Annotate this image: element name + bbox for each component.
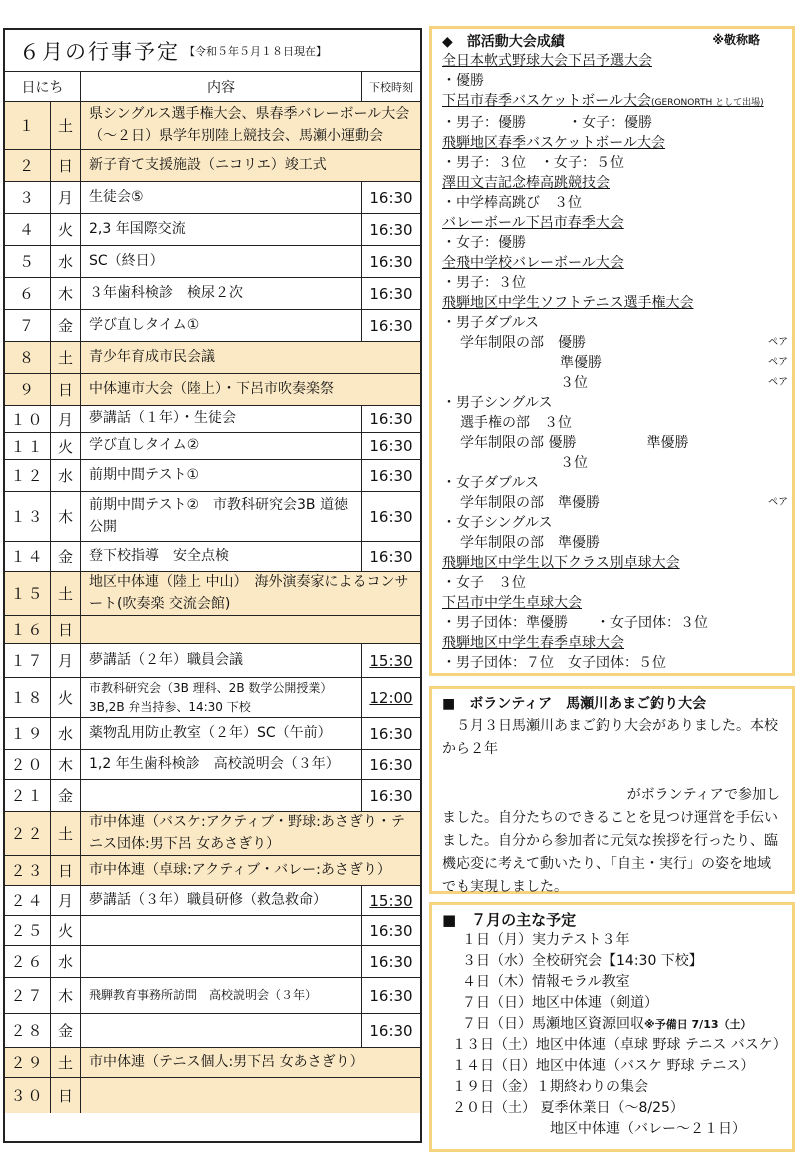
table-row <box>5 310 420 342</box>
july-plan-item <box>442 1098 782 1119</box>
club-result-line <box>442 653 784 673</box>
club-result-line <box>442 453 784 473</box>
row-time-text: 16:30 <box>369 786 413 805</box>
row-weekday: 土 <box>51 342 81 373</box>
row-dismissal-time <box>362 460 420 491</box>
club-result-text: バレーボール下呂市春季大会 <box>442 215 624 231</box>
row-weekday: 土 <box>51 572 81 615</box>
row-time-text: 16:30 <box>369 316 413 335</box>
schedule-header-row <box>5 72 420 102</box>
july-plan-text: １３日（土）地区中体連（卓球 野球 テニス バスケ） <box>452 1037 787 1053</box>
club-result-text: ・男子：３位 <box>442 275 526 291</box>
row-time-text: 16:30 <box>369 252 413 271</box>
row-event: SC（終日） <box>81 246 362 277</box>
row-day: １ <box>5 102 51 149</box>
table-row <box>5 542 420 572</box>
club-result-note: (GERONORTH として出場) <box>651 98 764 108</box>
club-result-line <box>442 51 784 71</box>
row-day: ３０ <box>5 1078 51 1113</box>
july-plan-text: ３日（水）全校研究会【14:30 下校】 <box>462 953 703 969</box>
row-weekday: 金 <box>51 542 81 571</box>
row-event: 学び直しタイム① <box>81 310 362 341</box>
club-result-line <box>442 133 784 153</box>
row-day: １３ <box>5 492 51 541</box>
club-result-text: ・女子ダブルス <box>442 475 540 491</box>
volunteer-text-3: ました。自分たちのできることを見つけ運営を手伝いました。自分から参加者に元気な挨拶を行ったり、臨機応変に考えて動いたり、「自主・実行」の姿を地域でも実現しました。 <box>442 810 778 895</box>
row-day: ２ <box>5 150 51 181</box>
row-weekday: 金 <box>51 1014 81 1047</box>
row-day: １１ <box>5 433 51 459</box>
club-results-header <box>442 31 784 51</box>
club-result-text: 飛騨地区春季バスケットボール大会 <box>442 135 666 151</box>
club-result-text: ・優勝 <box>442 73 484 89</box>
row-day: ２９ <box>5 1048 51 1077</box>
row-day: ２８ <box>5 1014 51 1047</box>
row-weekday: 金 <box>51 310 81 341</box>
club-result-text: ・女子：優勝 <box>442 235 526 251</box>
schedule-rows <box>5 102 420 1113</box>
row-dismissal-time <box>362 886 420 915</box>
july-plan-panel <box>429 902 795 1152</box>
row-time-text: 16:30 <box>369 921 413 940</box>
table-row <box>5 150 420 182</box>
row-event <box>81 916 362 945</box>
july-plan-item <box>442 972 782 993</box>
club-result-line <box>442 353 788 373</box>
row-event: 登下校指導 安全点検 <box>81 542 362 571</box>
club-result-text: 下呂市春季バスケットボール大会 <box>442 93 652 109</box>
club-result-text: 全日本軟式野球大会下呂予選大会 <box>442 53 652 69</box>
row-day: ９ <box>5 374 51 405</box>
club-result-text: 下呂市中学生卓球大会 <box>442 595 582 611</box>
row-weekday: 土 <box>51 102 81 149</box>
row-day: １６ <box>5 616 51 643</box>
row-event: 学び直しタイム② <box>81 433 362 459</box>
club-result-line <box>442 193 784 213</box>
row-weekday: 水 <box>51 946 81 977</box>
club-result-line <box>442 433 784 453</box>
row-event: 青少年育成市民会議 <box>89 348 215 365</box>
table-row <box>5 1048 420 1078</box>
row-day: ２７ <box>5 978 51 1013</box>
row-event <box>81 780 362 811</box>
table-row <box>5 886 420 916</box>
row-event: 市教科研究会（3B 理科、2B 数学公開授業）3B,2B 弁当持参、14:30 下校 <box>81 678 362 717</box>
row-day: ７ <box>5 310 51 341</box>
club-result-line <box>442 91 784 113</box>
july-plan-text: １日（月）実力テスト３年 <box>462 932 630 948</box>
row-day: １０ <box>5 406 51 432</box>
row-event: 県シングルス選手権大会、県春季バレーボール大会（～２日）県学年別陸上競技会、馬瀬小運動会 <box>89 105 410 144</box>
row-event: 1,2 年生歯科検診 高校説明会（３年） <box>81 750 362 779</box>
table-row <box>5 678 420 718</box>
row-time-text: 16:30 <box>369 410 413 428</box>
row-weekday: 日 <box>51 150 81 181</box>
pair-label: ペア <box>768 337 788 348</box>
row-weekday: 日 <box>51 374 81 405</box>
table-row <box>5 460 420 492</box>
row-dismissal-time <box>362 916 420 945</box>
july-plan-text: ４日（木）情報モラル教室 <box>462 974 630 990</box>
pair-label: ペア <box>768 357 788 368</box>
table-row <box>5 780 420 812</box>
table-row <box>5 1014 420 1048</box>
club-result-line <box>442 213 784 233</box>
row-time-text: 16:30 <box>369 952 413 971</box>
row-day: ２６ <box>5 946 51 977</box>
row-dismissal-time <box>362 946 420 977</box>
row-weekday: 火 <box>51 433 81 459</box>
header-content: 内容 <box>81 72 362 101</box>
table-row <box>5 718 420 750</box>
row-day: ２０ <box>5 750 51 779</box>
row-day: ２３ <box>5 856 51 885</box>
row-event: 市中体連（テニス個人:男下呂 女あさぎり） <box>89 1053 364 1070</box>
row-time-text: 12:00 <box>369 688 413 707</box>
club-result-line <box>442 153 784 173</box>
row-weekday: 金 <box>51 780 81 811</box>
row-day: ６ <box>5 278 51 309</box>
row-weekday: 月 <box>51 886 81 915</box>
volunteer-panel <box>429 686 795 894</box>
row-event: 2,3 年国際交流 <box>81 214 362 245</box>
club-result-text: ３位 <box>560 375 588 391</box>
schedule-title-row <box>5 30 420 72</box>
row-weekday: 月 <box>51 406 81 432</box>
row-time-text: 16:30 <box>369 1021 413 1040</box>
row-day: １２ <box>5 460 51 491</box>
row-day: ２１ <box>5 780 51 811</box>
row-event <box>81 1014 362 1047</box>
row-dismissal-time <box>362 750 420 779</box>
club-result-text: 学年制限の部 優勝 <box>460 335 586 351</box>
table-row <box>5 978 420 1014</box>
july-title: ■ ７月の主な予定 <box>442 911 577 929</box>
row-day: １８ <box>5 678 51 717</box>
row-weekday: 土 <box>51 812 81 855</box>
july-plan-text: １４日（日）地区中体連（バスケ 野球 テニス） <box>452 1058 755 1074</box>
club-result-line <box>442 633 784 653</box>
july-plan-item <box>442 951 782 972</box>
row-dismissal-time <box>362 718 420 749</box>
row-day: １７ <box>5 644 51 677</box>
club-result-line <box>442 233 784 253</box>
row-weekday: 日 <box>51 616 81 643</box>
row-event: 生徒会⑤ <box>81 182 362 213</box>
club-results-title: ◆ 部活動大会成績 <box>442 34 565 50</box>
row-event: 中体連市大会（陸上）・下呂市吹奏楽祭 <box>89 380 334 397</box>
club-result-text: ３位 <box>560 455 588 471</box>
row-time-text: 16:30 <box>369 220 413 239</box>
club-result-text: 澤田文吉記念棒高跳競技会 <box>442 175 610 191</box>
row-weekday: 火 <box>51 916 81 945</box>
club-result-line <box>442 293 784 313</box>
club-result-text: ・女子 ３位 <box>442 575 526 591</box>
club-result-text: ・女子シングルス <box>442 515 553 531</box>
row-event <box>81 1078 420 1113</box>
july-plan-text: ７日（日）地区中体連（剣道） <box>462 995 658 1011</box>
july-plan-item <box>442 1077 782 1098</box>
row-weekday: 木 <box>51 492 81 541</box>
row-dismissal-time <box>362 310 420 341</box>
table-row <box>5 916 420 946</box>
row-time-text: 16:30 <box>369 284 413 303</box>
row-weekday: 水 <box>51 246 81 277</box>
club-result-line <box>442 573 784 593</box>
club-result-line <box>442 333 788 353</box>
july-plan-list <box>442 930 787 1140</box>
table-row <box>5 616 420 644</box>
club-result-text: 全飛中学校バレーボール大会 <box>442 255 624 271</box>
row-dismissal-time <box>362 246 420 277</box>
row-weekday: 月 <box>51 644 81 677</box>
row-dismissal-time <box>362 978 420 1013</box>
june-schedule-table <box>3 28 422 1143</box>
row-dismissal-time <box>362 780 420 811</box>
club-result-line <box>442 273 784 293</box>
row-weekday: 木 <box>51 750 81 779</box>
club-result-line <box>442 533 784 553</box>
row-time-text: 16:30 <box>369 466 413 485</box>
row-weekday: 火 <box>51 678 81 717</box>
club-result-line <box>442 473 784 493</box>
row-event: 夢講話（１年）・生徒会 <box>81 406 362 432</box>
table-row <box>5 750 420 780</box>
club-result-line <box>442 253 784 273</box>
row-weekday: 日 <box>51 856 81 885</box>
header-day: 日にち <box>5 72 81 101</box>
row-day: ４ <box>5 214 51 245</box>
club-result-text: ・男子団体：７位 女子団体：５位 <box>442 655 666 671</box>
club-result-line <box>442 373 788 393</box>
row-day: ２２ <box>5 812 51 855</box>
row-day: ５ <box>5 246 51 277</box>
club-result-text: 飛騨地区中学生春季卓球大会 <box>442 635 624 651</box>
club-result-line <box>442 513 784 533</box>
row-time-text: 15:30 <box>369 891 413 910</box>
club-result-line <box>442 553 784 573</box>
row-time-text: 16:30 <box>369 986 413 1005</box>
table-row <box>5 812 420 856</box>
row-dismissal-time <box>362 644 420 677</box>
club-result-text: 学年制限の部 優勝 準優勝 <box>460 435 689 451</box>
table-row <box>5 374 420 406</box>
club-result-line <box>442 113 784 133</box>
club-result-text: ・男子：優勝 ・女子：優勝 <box>442 115 652 131</box>
row-day: ３ <box>5 182 51 213</box>
table-row <box>5 406 420 433</box>
row-dismissal-time <box>362 678 420 717</box>
row-time-text: 16:30 <box>369 755 413 774</box>
row-time-text: 16:30 <box>369 188 413 207</box>
table-row <box>5 342 420 374</box>
club-result-line <box>442 613 784 633</box>
row-weekday: 土 <box>51 1048 81 1077</box>
row-day: １５ <box>5 572 51 615</box>
volunteer-text-2: がボランティアで参加し <box>626 787 780 803</box>
row-event: 夢講話（３年）職員研修（救急救命） <box>81 886 362 915</box>
club-result-text: ・男子：３位 ・女子：５位 <box>442 155 624 171</box>
row-time-text: 15:30 <box>369 651 413 670</box>
table-row <box>5 644 420 678</box>
table-row <box>5 182 420 214</box>
july-plan-item <box>442 993 782 1014</box>
row-event: 前期中間テスト① <box>81 460 362 491</box>
row-weekday: 火 <box>51 214 81 245</box>
row-dismissal-time <box>362 182 420 213</box>
header-time: 下校時刻 <box>369 80 413 94</box>
row-time-text: 16:30 <box>369 547 413 566</box>
row-weekday: 木 <box>51 978 81 1013</box>
club-result-line <box>442 173 784 193</box>
july-plan-item <box>442 930 782 951</box>
club-result-text: ・男子シングルス <box>442 395 553 411</box>
row-day: １４ <box>5 542 51 571</box>
row-dismissal-time <box>362 433 420 459</box>
club-result-line <box>442 393 784 413</box>
club-result-line <box>442 313 784 333</box>
row-day: １９ <box>5 718 51 749</box>
row-event <box>81 946 362 977</box>
row-event: ３年歯科検診 検尿２次 <box>81 278 362 309</box>
july-plan-item <box>442 1014 782 1035</box>
club-result-text: 飛騨地区中学生ソフトテニス選手権大会 <box>442 295 694 311</box>
july-plan-text: ２０日（土） 夏季休業日（～8/25） <box>452 1100 684 1116</box>
row-day: ８ <box>5 342 51 373</box>
club-result-text: 学年制限の部 準優勝 <box>460 495 600 511</box>
july-plan-text: １９日（金）１期終わりの集会 <box>452 1079 648 1095</box>
row-event: 夢講話（２年）職員会議 <box>81 644 362 677</box>
row-time-text: 16:30 <box>369 507 413 526</box>
row-weekday: 木 <box>51 278 81 309</box>
row-weekday: 日 <box>51 1078 81 1113</box>
row-weekday: 水 <box>51 718 81 749</box>
row-event: 市中体連（バスケ:アクティブ・野球:あさぎり・テニス団体:男下呂 女あさぎり） <box>89 813 405 852</box>
club-result-text: 選手権の部 ３位 <box>460 415 572 431</box>
row-event: 新子育て支援施設（ニコリエ）竣工式 <box>89 156 327 173</box>
row-dismissal-time <box>362 278 420 309</box>
club-result-text: 飛騨地区中学生以下クラス別卓球大会 <box>442 555 680 571</box>
row-day: ２５ <box>5 916 51 945</box>
july-plan-note: ※予備日 7/13（土） <box>644 1018 752 1031</box>
volunteer-title: ■ ボランティア 馬瀬川あまご釣り大会 <box>442 696 707 712</box>
row-time-text: 16:30 <box>369 724 413 743</box>
row-dismissal-time <box>362 542 420 571</box>
club-result-line <box>442 593 784 613</box>
table-row <box>5 492 420 542</box>
row-weekday: 月 <box>51 182 81 213</box>
table-row <box>5 214 420 246</box>
row-event: 地区中体連（陸上 中山） 海外演奏家によるコンサート(吹奏楽 交流会館) <box>89 573 409 612</box>
july-plan-item <box>442 1119 782 1140</box>
row-day: ２４ <box>5 886 51 915</box>
volunteer-text-1: ５月３日馬瀬川あまご釣り大会がありました。本校から２年 <box>442 718 778 757</box>
table-row <box>5 856 420 886</box>
table-row <box>5 278 420 310</box>
schedule-as-of-date: 【令和５年５月１８日現在】 <box>184 44 327 58</box>
row-dismissal-time <box>362 214 420 245</box>
row-dismissal-time <box>362 1014 420 1047</box>
club-results-list <box>442 51 788 673</box>
row-event: 飛騨教育事務所訪問 高校説明会（３年） <box>81 978 362 1013</box>
july-plan-text: ７日（日）馬瀬地区資源回収 <box>462 1016 644 1032</box>
table-row <box>5 246 420 278</box>
club-result-text: ・男子ダブルス <box>442 315 540 331</box>
row-event: 市中体連（卓球:アクティブ・バレー:あさぎり） <box>89 861 391 878</box>
club-result-text: 学年制限の部 準優勝 <box>460 535 600 551</box>
volunteer-gap <box>442 761 782 784</box>
july-plan-item <box>442 1035 787 1056</box>
club-result-text: 準優勝 <box>560 355 602 371</box>
july-plan-text: 地区中体連（バレー～２１日） <box>550 1121 746 1137</box>
row-time-text: 16:30 <box>369 437 413 455</box>
table-row <box>5 572 420 616</box>
row-event: 薬物乱用防止教室（２年）SC（午前） <box>81 718 362 749</box>
pair-label: ペア <box>768 497 788 508</box>
club-result-line <box>442 71 784 91</box>
july-plan-item <box>442 1056 782 1077</box>
club-result-line <box>442 413 784 433</box>
schedule-title: ６月の行事予定 <box>19 39 180 64</box>
club-result-line <box>442 493 788 513</box>
table-row <box>5 946 420 978</box>
club-results-panel <box>429 26 795 676</box>
row-weekday: 水 <box>51 460 81 491</box>
pair-label: ペア <box>768 377 788 388</box>
row-event <box>81 616 420 643</box>
table-row <box>5 102 420 150</box>
row-dismissal-time <box>362 406 420 432</box>
table-row <box>5 1078 420 1113</box>
club-result-text: ・中学棒高跳び ３位 <box>442 195 582 211</box>
row-dismissal-time <box>362 492 420 541</box>
row-event: 前期中間テスト② 市教科研究会3B 道徳公開 <box>81 492 362 541</box>
table-row <box>5 433 420 460</box>
volunteer-body <box>442 715 782 899</box>
club-result-text: ・男子団体：準優勝 ・女子団体：３位 <box>442 615 708 631</box>
honorific-note: ※敬称略 <box>712 33 760 47</box>
